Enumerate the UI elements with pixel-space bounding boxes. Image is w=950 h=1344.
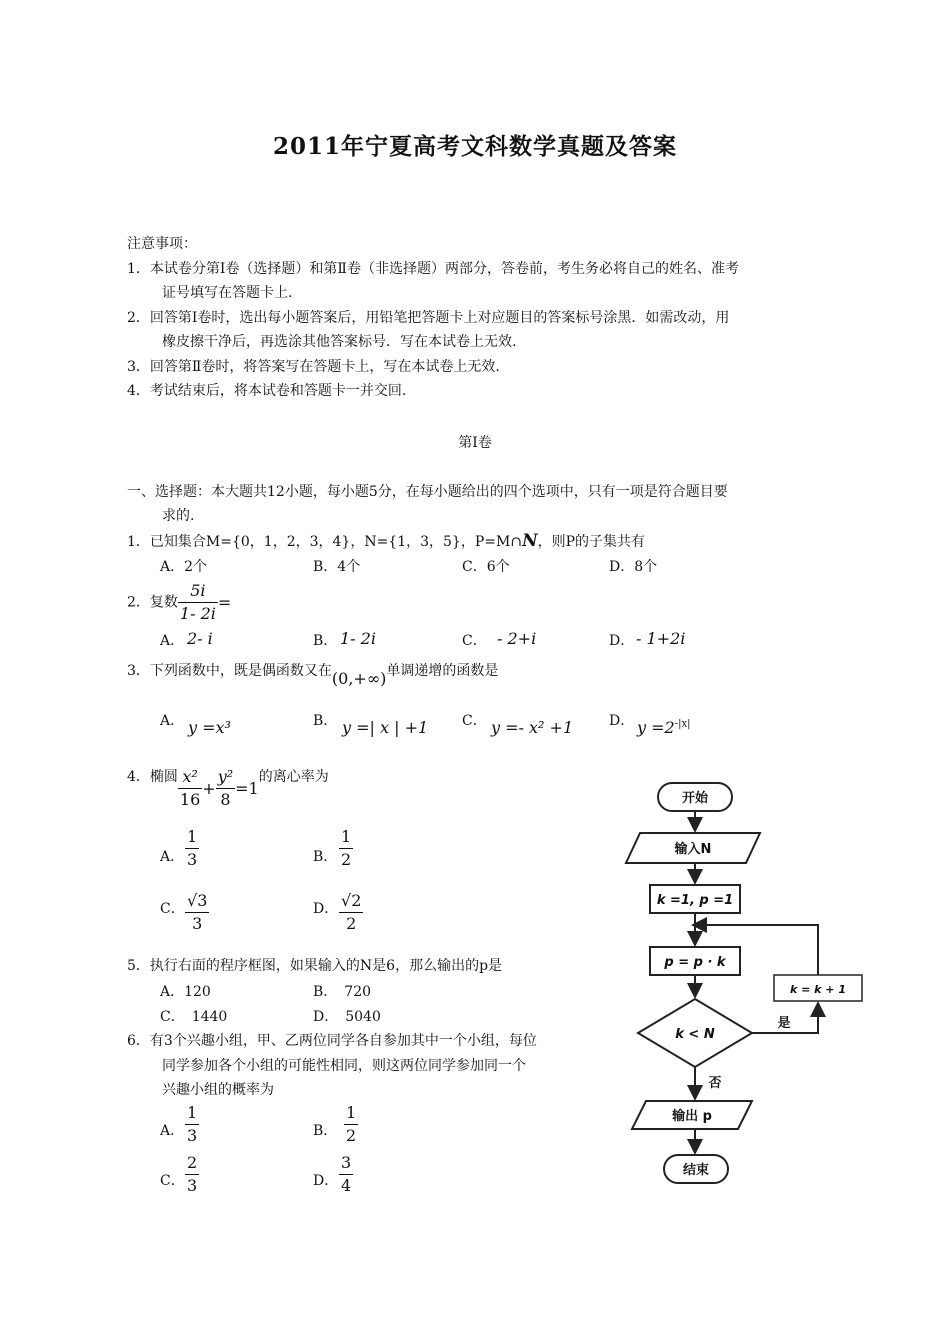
q2-stem: 2．复数	[127, 594, 178, 611]
flow-init-label: k =1, p =1	[656, 893, 734, 908]
part-intro-cont: 求的.	[162, 508, 195, 524]
q2-numerator: 5i	[178, 580, 218, 603]
q6-option-d	[339, 1152, 353, 1197]
page-title: 2011年宁夏高考文科数学真题及答案	[272, 133, 677, 160]
q2-option-a: 2- i	[187, 629, 213, 648]
q2-option-b: 1- 2i	[340, 629, 376, 648]
notice-item-2-cont: 橡皮擦干净后，再选涂其他答案标号．写在本试卷上无效.	[162, 334, 517, 350]
question-2	[127, 580, 231, 625]
question-1	[127, 531, 645, 552]
flow-assign-label: p = p · k	[664, 955, 726, 970]
notice-heading: 注意事项：	[127, 236, 197, 252]
flow-input-label: 输入N	[674, 842, 712, 857]
flow-no-label: 否	[708, 1076, 722, 1091]
question-5: 5．执行右面的程序框图，如果输入的N是6，那么输出的p是	[127, 958, 503, 974]
q3-option-b: y =| x | +1	[342, 718, 429, 737]
q2-option-d: - 1+2i	[636, 629, 686, 648]
q4-option-a	[185, 826, 199, 871]
program-flowchart	[612, 775, 874, 1195]
q5-option-a: A．120	[160, 984, 211, 1000]
q6-b-den: 2	[346, 1126, 357, 1145]
q2-option-b-label: B．	[313, 633, 338, 649]
q4-option-b	[339, 826, 353, 871]
q4-d-den: 2	[346, 914, 357, 933]
q6-option-c-label: C．	[160, 1173, 185, 1189]
q1-tail: ，则P的子集共有	[537, 534, 646, 550]
q4-option-c	[185, 890, 209, 935]
q6-a-den: 3	[187, 1126, 198, 1145]
set-n: N	[522, 531, 538, 551]
notice-item-1-cont: 证号填写在答题卡上.	[162, 285, 293, 301]
q3-stem: 3．下列函数中，既是偶函数又在	[127, 663, 332, 679]
q6-c-num: 2	[185, 1152, 199, 1175]
q4-equals-one: =1	[235, 779, 259, 798]
q3-option-a: y =x³	[188, 718, 231, 737]
q3-option-d-exponent: -|x|	[674, 718, 691, 730]
q4-b-den: 2	[341, 850, 352, 869]
q4-option-d	[339, 890, 363, 935]
q4-d-num: √2	[339, 890, 363, 913]
q4-a-den: 3	[187, 850, 198, 869]
q3-option-c: y =- x² +1	[491, 718, 574, 737]
q3-option-d-base: y =2	[637, 718, 675, 737]
question-6-line-2: 同学参加各个小组的可能性相同，则这两位同学参加同一个	[162, 1058, 526, 1074]
q6-option-a-label: A．	[160, 1123, 185, 1139]
q4-option-d-label: D．	[313, 901, 339, 917]
q4-x2: x²	[178, 766, 202, 789]
q4-denominator-8: 8	[220, 790, 231, 809]
q3-option-d-label: D．	[609, 713, 635, 729]
notice-item-2: 2．回答第Ⅰ卷时，选出每小题答案后，用铅笔把答题卡上对应题目的答案标号涂黑．如需改动，用	[127, 310, 730, 326]
q1-option-b: B．4个	[313, 559, 361, 575]
q6-option-b	[344, 1102, 358, 1147]
notice-item-4: 4．考试结束后，将本试卷和答题卡一并交回.	[127, 383, 407, 399]
q4-c-den: 3	[192, 914, 203, 933]
q4-option-c-label: C．	[160, 901, 185, 917]
notice-item-3: 3．回答第Ⅱ卷时，将答案写在答题卡上，写在本试卷上无效.	[127, 359, 500, 375]
q4-stem: 4．椭圆	[127, 768, 178, 785]
q6-b-num: 1	[344, 1102, 358, 1125]
cap-symbol: ∩	[510, 534, 523, 550]
section-heading: 第Ⅰ卷	[458, 435, 492, 451]
q3-interval: (0,+∞)	[331, 669, 387, 688]
part-intro: 一、选择题：本大题共12小题，每小题5分，在每小题给出的四个选项中，只有一项是符合题目要	[127, 484, 728, 500]
q4-y2: y²	[216, 766, 235, 789]
q3-option-a-label: A．	[160, 713, 185, 729]
q1-stem: 1．已知集合M={0，1，2，3，4}，N={1，3，5}，P=M	[127, 534, 511, 550]
question-6: 6．有3个兴趣小组，甲、乙两位同学各自参加其中一个小组，每位	[127, 1033, 537, 1049]
flow-end-label: 结束	[682, 1163, 710, 1178]
q4-tail: 的离心率为	[258, 768, 329, 785]
flow-increment-label: k = k + 1	[789, 983, 847, 996]
q4-denominator-16: 16	[179, 790, 201, 809]
q5-option-c: C． 1440	[160, 1009, 228, 1025]
q4-option-b-label: B．	[313, 849, 338, 865]
q4-c-num: √3	[185, 890, 209, 913]
q1-option-a: A．2个	[160, 559, 208, 575]
q2-denominator: 1- 2i	[179, 604, 216, 623]
q4-fraction-x	[178, 766, 202, 811]
flow-condition-label: k < N	[675, 1027, 715, 1042]
q6-c-den: 3	[187, 1176, 198, 1195]
question-4	[127, 766, 329, 811]
q6-option-b-label: B．	[313, 1123, 338, 1139]
q5-option-b: B． 720	[313, 984, 372, 1000]
q3-option-b-label: B．	[313, 713, 338, 729]
q4-fraction-y	[216, 766, 235, 811]
q6-d-num: 3	[339, 1152, 353, 1175]
q2-fraction	[178, 580, 218, 625]
q2-option-c-label: C．	[462, 633, 487, 649]
q4-option-a-label: A．	[160, 849, 185, 865]
q4-a-num: 1	[185, 826, 199, 849]
q3-option-d	[637, 718, 690, 737]
q6-d-den: 4	[341, 1176, 352, 1195]
q2-option-c: - 2+i	[497, 629, 537, 648]
q2-option-d-label: D．	[609, 633, 635, 649]
q3-option-c-label: C．	[462, 713, 487, 729]
flow-yes-label: 是	[777, 1016, 791, 1031]
flow-start-label: 开始	[681, 791, 709, 806]
q1-option-c: C．6个	[462, 559, 510, 575]
question-6-line-3: 兴趣小组的概率为	[162, 1082, 274, 1098]
question-3	[127, 660, 499, 688]
q1-option-d: D．8个	[609, 559, 658, 575]
q2-option-a-label: A．	[160, 633, 185, 649]
q6-option-c	[185, 1152, 199, 1197]
q6-option-d-label: D．	[313, 1173, 339, 1189]
q5-option-d: D． 5040	[313, 1009, 381, 1025]
q2-equals: =	[217, 593, 232, 612]
q4-plus: +	[202, 779, 216, 798]
flow-output-label: 输出 p	[672, 1109, 712, 1124]
q3-tail: 单调递增的函数是	[386, 663, 499, 679]
notice-item-1: 1．本试卷分第Ⅰ卷（选择题）和第Ⅱ卷（非选择题）两部分，答卷前，考生务必将自己的姓名、准考	[127, 261, 739, 277]
q6-a-num: 1	[185, 1102, 199, 1125]
q6-option-a	[185, 1102, 199, 1147]
q4-b-num: 1	[339, 826, 353, 849]
